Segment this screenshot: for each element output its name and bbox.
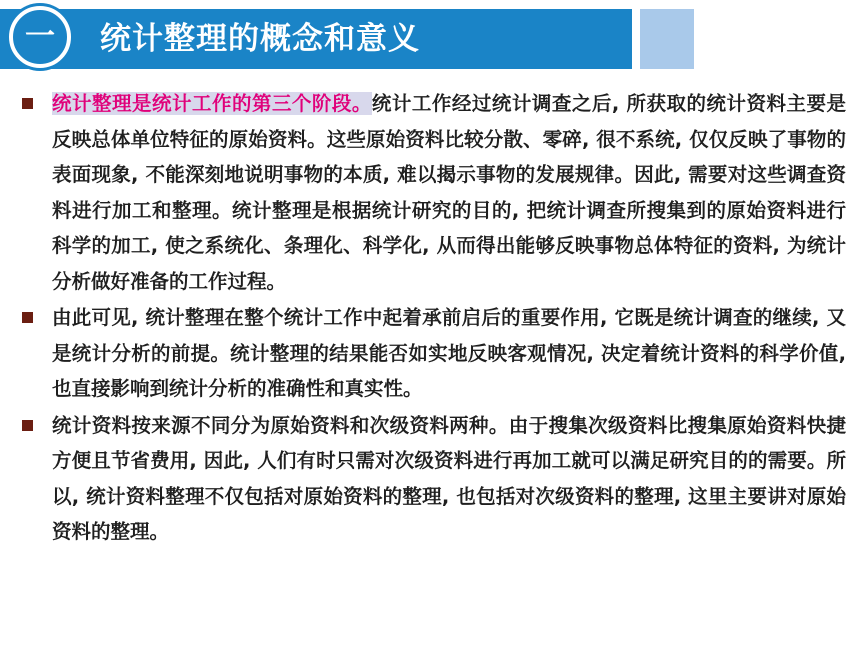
- paragraph-3: [20, 408, 846, 550]
- square-bullet-icon: [22, 98, 33, 109]
- paragraph-text: 由此可见, 统计整理在整个统计工作中起着承前启后的重要作用, 它既是统计调查的继续, 又是统计分析的前提。统计整理的结果能否如实地反映客观情况, 决定着统计资料的科学价值, 也直接影响到统计分析的准确性和真实性。: [52, 306, 846, 400]
- paragraph-text: 统计工作经过统计调查之后, 所获取的统计资料主要是反映总体单位特征的原始资料。这些原始资料比较分散、零碎, 很不系统, 仅仅反映了事物的表面现象, 不能深刻地说明事物的本质, 难以揭示事物的发展规律。因此, 需要对这些调查资料进行加工和整理。统计整理是根据统计研究的目的, 把统计调查所搜集到的原始资料进行科学的加工, 使之系统化、条理化、科学化, 从而得出能够反映事物总体特征的资料, 为统计分析做好准备的工作过程。: [52, 92, 846, 293]
- paragraph-1: [20, 86, 846, 299]
- highlighted-lead-sentence: 统计整理是统计工作的第三个阶段。: [52, 92, 372, 115]
- content-area: [20, 86, 846, 551]
- square-bullet-icon: [22, 312, 33, 323]
- paragraph-text: 统计资料按来源不同分为原始资料和次级资料两种。由于搜集次级资料比搜集原始资料快捷方便且节省费用, 因此, 人们有时只需对次级资料进行再加工就可以满足研究目的的需要。所以, 统计资料整理不仅包括对原始资料的整理, 也包括对次级资料的整理, 这里主要讲对原始资料的整理。: [52, 413, 846, 543]
- slide-title: 统计整理的概念和意义: [100, 21, 420, 57]
- section-number-badge: 一: [9, 6, 71, 68]
- paragraph-2: [20, 300, 846, 407]
- square-bullet-icon: [22, 420, 33, 431]
- header-accent-block: [640, 9, 694, 69]
